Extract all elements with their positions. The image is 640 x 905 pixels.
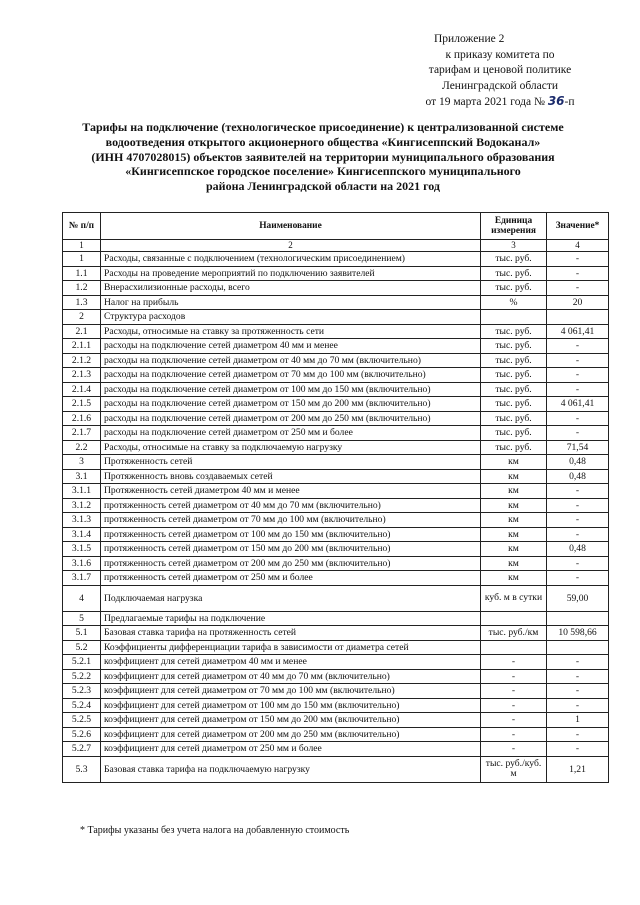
row-value: - xyxy=(547,698,609,713)
row-value: - xyxy=(547,655,609,670)
document-title xyxy=(40,120,606,194)
row-name: Предлагаемые тарифы на подключение xyxy=(101,611,481,626)
table-header-row xyxy=(63,213,609,240)
row-number: 2.1.1 xyxy=(63,339,101,354)
row-value: 4 061,41 xyxy=(547,324,609,339)
table-row xyxy=(63,713,609,728)
row-name: расходы на подключение сетей диаметром от 200 мм до 250 мм (включительно) xyxy=(101,411,481,426)
row-value xyxy=(547,310,609,325)
row-name: коэффициент для сетей диаметром от 150 мм до 200 мм (включительно) xyxy=(101,713,481,728)
table-row xyxy=(63,353,609,368)
row-name: Расходы на проведение мероприятий по подключению заявителей xyxy=(101,266,481,281)
header-value: Значение* xyxy=(547,213,609,240)
row-unit: - xyxy=(481,655,547,670)
table-row xyxy=(63,382,609,397)
row-unit: км xyxy=(481,469,547,484)
row-name: Протяженность сетей диаметром 40 мм и менее xyxy=(101,484,481,499)
row-name: Структура расходов xyxy=(101,310,481,325)
table-body xyxy=(63,252,609,783)
row-number: 5.2.3 xyxy=(63,684,101,699)
row-unit: тыс. руб. xyxy=(481,339,547,354)
title-line-3: (ИНН 4707028015) объектов заявителей на территории муниципального образования xyxy=(91,149,555,164)
row-name: протяженность сетей диаметром от 250 мм и более xyxy=(101,571,481,586)
row-unit: - xyxy=(481,742,547,757)
row-name: коэффициент для сетей диаметром от 250 мм и более xyxy=(101,742,481,757)
table-row xyxy=(63,411,609,426)
row-unit: км xyxy=(481,498,547,513)
row-value: - xyxy=(547,669,609,684)
row-unit xyxy=(481,310,547,325)
row-number: 5.2 xyxy=(63,640,101,655)
row-unit: км xyxy=(481,484,547,499)
table-row xyxy=(63,684,609,699)
row-number: 2.1.3 xyxy=(63,368,101,383)
table-row xyxy=(63,756,609,782)
row-name: коэффициент для сетей диаметром от 100 мм до 150 мм (включительно) xyxy=(101,698,481,713)
row-value: - xyxy=(547,411,609,426)
appendix-suffix: -п xyxy=(564,96,575,109)
row-name: протяженность сетей диаметром от 40 мм до 70 мм (включительно) xyxy=(101,498,481,513)
row-unit: тыс. руб. xyxy=(481,324,547,339)
row-number: 5.1 xyxy=(63,626,101,641)
table-row xyxy=(63,556,609,571)
row-value: 0,48 xyxy=(547,542,609,557)
header-unit: Единица измерения xyxy=(481,213,547,240)
row-unit: км xyxy=(481,455,547,470)
table-row xyxy=(63,281,609,296)
row-name: расходы на подключение сетей диаметром от 40 мм до 70 мм (включительно) xyxy=(101,353,481,368)
row-number: 2 xyxy=(63,310,101,325)
row-value: 0,48 xyxy=(547,455,609,470)
row-name: Расходы, относимые на ставку за протяженность сети xyxy=(101,324,481,339)
row-unit: тыс. руб. xyxy=(481,368,547,383)
row-unit: тыс. руб. xyxy=(481,440,547,455)
index-cell: 4 xyxy=(547,240,609,252)
row-value: - xyxy=(547,382,609,397)
row-number: 1.1 xyxy=(63,266,101,281)
row-number: 5.2.7 xyxy=(63,742,101,757)
row-unit xyxy=(481,611,547,626)
row-number: 3.1 xyxy=(63,469,101,484)
table-row xyxy=(63,611,609,626)
table-row xyxy=(63,669,609,684)
row-unit: тыс. руб. xyxy=(481,397,547,412)
title-line-4: «Кингисеппское городское поселение» Кингисеппского муниципального xyxy=(125,164,521,179)
row-number: 2.1.4 xyxy=(63,382,101,397)
index-cell: 3 xyxy=(481,240,547,252)
row-number: 5.2.6 xyxy=(63,727,101,742)
row-number: 5.2.5 xyxy=(63,713,101,728)
row-number: 5 xyxy=(63,611,101,626)
table-row xyxy=(63,585,609,611)
row-unit: км xyxy=(481,556,547,571)
row-number: 2.1 xyxy=(63,324,101,339)
row-name: Коэффициенты дифференциации тарифа в зависимости от диаметра сетей xyxy=(101,640,481,655)
row-number: 5.2.1 xyxy=(63,655,101,670)
row-unit: тыс. руб. xyxy=(481,382,547,397)
table-row xyxy=(63,626,609,641)
row-name: расходы на подключение сетей диаметром от 100 мм до 150 мм (включительно) xyxy=(101,382,481,397)
row-value: 0,48 xyxy=(547,469,609,484)
row-number: 1.3 xyxy=(63,295,101,310)
index-cell: 1 xyxy=(63,240,101,252)
appendix-title: Приложение 2 xyxy=(434,33,505,45)
table-row xyxy=(63,324,609,339)
table-row xyxy=(63,640,609,655)
row-name: Базовая ставка тарифа на подключаемую нагрузку xyxy=(101,756,481,782)
table-row xyxy=(63,295,609,310)
row-name: расходы на подключение сетей диаметром от 70 мм до 100 мм (включительно) xyxy=(101,368,481,383)
table-row xyxy=(63,698,609,713)
row-value: - xyxy=(547,368,609,383)
row-value: - xyxy=(547,426,609,441)
row-unit: % xyxy=(481,295,547,310)
row-unit: - xyxy=(481,684,547,699)
row-unit: - xyxy=(481,669,547,684)
table-row xyxy=(63,440,609,455)
row-unit: - xyxy=(481,727,547,742)
tariffs-table xyxy=(62,212,609,783)
table-row xyxy=(63,397,609,412)
row-value: - xyxy=(547,498,609,513)
row-value: - xyxy=(547,339,609,354)
row-unit: тыс. руб. xyxy=(481,252,547,267)
row-name: расходы на подключение сетей диаметром 40 мм и менее xyxy=(101,339,481,354)
row-number: 3 xyxy=(63,455,101,470)
table-row xyxy=(63,455,609,470)
row-name: коэффициент для сетей диаметром 40 мм и менее xyxy=(101,655,481,670)
row-unit: км xyxy=(481,513,547,528)
table-index-row xyxy=(63,240,609,252)
row-number: 1 xyxy=(63,252,101,267)
table-row xyxy=(63,542,609,557)
row-unit: тыс. руб. xyxy=(481,426,547,441)
table-row xyxy=(63,266,609,281)
row-number: 3.1.6 xyxy=(63,556,101,571)
row-value: 59,00 xyxy=(547,585,609,611)
row-unit: тыс. руб. xyxy=(481,353,547,368)
row-name: коэффициент для сетей диаметром от 40 мм до 70 мм (включительно) xyxy=(101,669,481,684)
row-name: коэффициент для сетей диаметром от 200 мм до 250 мм (включительно) xyxy=(101,727,481,742)
table-row xyxy=(63,310,609,325)
table-row xyxy=(63,498,609,513)
table-row xyxy=(63,655,609,670)
row-name: Расходы, относимые на ставку за подключаемую нагрузку xyxy=(101,440,481,455)
row-value: - xyxy=(547,353,609,368)
row-number: 1.2 xyxy=(63,281,101,296)
table-row xyxy=(63,513,609,528)
row-value: - xyxy=(547,513,609,528)
row-number: 3.1.1 xyxy=(63,484,101,499)
table-row xyxy=(63,339,609,354)
appendix-committee: тарифам и ценовой политике xyxy=(428,64,572,77)
row-name: Протяженность вновь создаваемых сетей xyxy=(101,469,481,484)
table-row xyxy=(63,527,609,542)
row-value: - xyxy=(547,742,609,757)
row-number: 2.1.2 xyxy=(63,353,101,368)
row-name: протяженность сетей диаметром от 200 мм до 250 мм (включительно) xyxy=(101,556,481,571)
order-number-handwritten: 36 xyxy=(547,94,565,109)
footnote: * Тарифы указаны без учета налога на добавленную стоимость xyxy=(80,825,350,836)
row-number: 3.1.7 xyxy=(63,571,101,586)
row-value: - xyxy=(547,252,609,267)
row-number: 2.1.5 xyxy=(63,397,101,412)
row-name: Внерасхилизионные расходы, всего xyxy=(101,281,481,296)
row-unit: тыс. руб./км xyxy=(481,626,547,641)
row-unit: куб. м в сутки xyxy=(481,585,547,611)
row-value: 20 xyxy=(547,295,609,310)
row-value: - xyxy=(547,281,609,296)
row-name: коэффициент для сетей диаметром от 70 мм до 100 мм (включительно) xyxy=(101,684,481,699)
row-value: 1 xyxy=(547,713,609,728)
row-value: - xyxy=(547,571,609,586)
row-number: 4 xyxy=(63,585,101,611)
row-unit: км xyxy=(481,542,547,557)
row-number: 3.1.3 xyxy=(63,513,101,528)
row-unit: - xyxy=(481,698,547,713)
row-unit: км xyxy=(481,527,547,542)
row-value: - xyxy=(547,684,609,699)
row-unit: тыс. руб./куб. м xyxy=(481,756,547,782)
row-unit: тыс. руб. xyxy=(481,411,547,426)
row-value: - xyxy=(547,527,609,542)
table-row xyxy=(63,484,609,499)
title-line-1: Тарифы на подключение (технологическое присоединение) к централизованной системе xyxy=(82,120,564,134)
appendix-date-line xyxy=(400,94,600,111)
row-name: протяженность сетей диаметром от 100 мм до 150 мм (включительно) xyxy=(101,527,481,542)
row-unit xyxy=(481,640,547,655)
row-value: - xyxy=(547,484,609,499)
row-value: 71,54 xyxy=(547,440,609,455)
title-line-2: водоотведения открытого акционерного общества «Кингисеппский Водоканал» xyxy=(105,134,541,149)
table-row xyxy=(63,368,609,383)
row-name: Протяженность сетей xyxy=(101,455,481,470)
row-name: Подключаемая нагрузка xyxy=(101,585,481,611)
row-name: протяженность сетей диаметром от 150 мм до 200 мм (включительно) xyxy=(101,542,481,557)
row-value: 10 598,66 xyxy=(547,626,609,641)
row-value: 4 061,41 xyxy=(547,397,609,412)
row-number: 3.1.4 xyxy=(63,527,101,542)
row-number: 5.3 xyxy=(63,756,101,782)
appendix-block xyxy=(400,32,600,111)
row-number: 2.2 xyxy=(63,440,101,455)
appendix-region: Ленинградской области xyxy=(441,79,559,92)
row-value: - xyxy=(547,556,609,571)
row-name: Базовая ставка тарифа на протяженность сетей xyxy=(101,626,481,641)
row-name: расходы на подключение сетей диаметром от 150 мм до 200 мм (включительно) xyxy=(101,397,481,412)
row-number: 2.1.6 xyxy=(63,411,101,426)
table-row xyxy=(63,469,609,484)
row-value: - xyxy=(547,266,609,281)
header-num: № п/п xyxy=(63,213,101,240)
row-name: Расходы, связанные с подключением (технологическим присоединением) xyxy=(101,252,481,267)
row-name: расходы на подключение сетей диаметром от 250 мм и более xyxy=(101,426,481,441)
table-row xyxy=(63,742,609,757)
row-number: 3.1.2 xyxy=(63,498,101,513)
table-row xyxy=(63,727,609,742)
row-number: 5.2.2 xyxy=(63,669,101,684)
row-number: 5.2.4 xyxy=(63,698,101,713)
table-row xyxy=(63,571,609,586)
header-name: Наименование xyxy=(101,213,481,240)
row-unit: тыс. руб. xyxy=(481,266,547,281)
row-number: 2.1.7 xyxy=(63,426,101,441)
row-name: Налог на прибыль xyxy=(101,295,481,310)
row-value xyxy=(547,611,609,626)
row-unit: км xyxy=(481,571,547,586)
row-unit: тыс. руб. xyxy=(481,281,547,296)
table-row xyxy=(63,426,609,441)
row-number: 3.1.5 xyxy=(63,542,101,557)
table-row xyxy=(63,252,609,267)
row-value: 1,21 xyxy=(547,756,609,782)
row-value xyxy=(547,640,609,655)
title-line-5: района Ленинградской области на 2021 год xyxy=(206,179,440,194)
appendix-date: от 19 марта 2021 года № xyxy=(425,96,545,109)
row-value: - xyxy=(547,727,609,742)
row-unit: - xyxy=(481,713,547,728)
appendix-order-ref: к приказу комитета по xyxy=(445,48,555,61)
index-cell: 2 xyxy=(101,240,481,252)
row-name: протяженность сетей диаметром от 70 мм до 100 мм (включительно) xyxy=(101,513,481,528)
